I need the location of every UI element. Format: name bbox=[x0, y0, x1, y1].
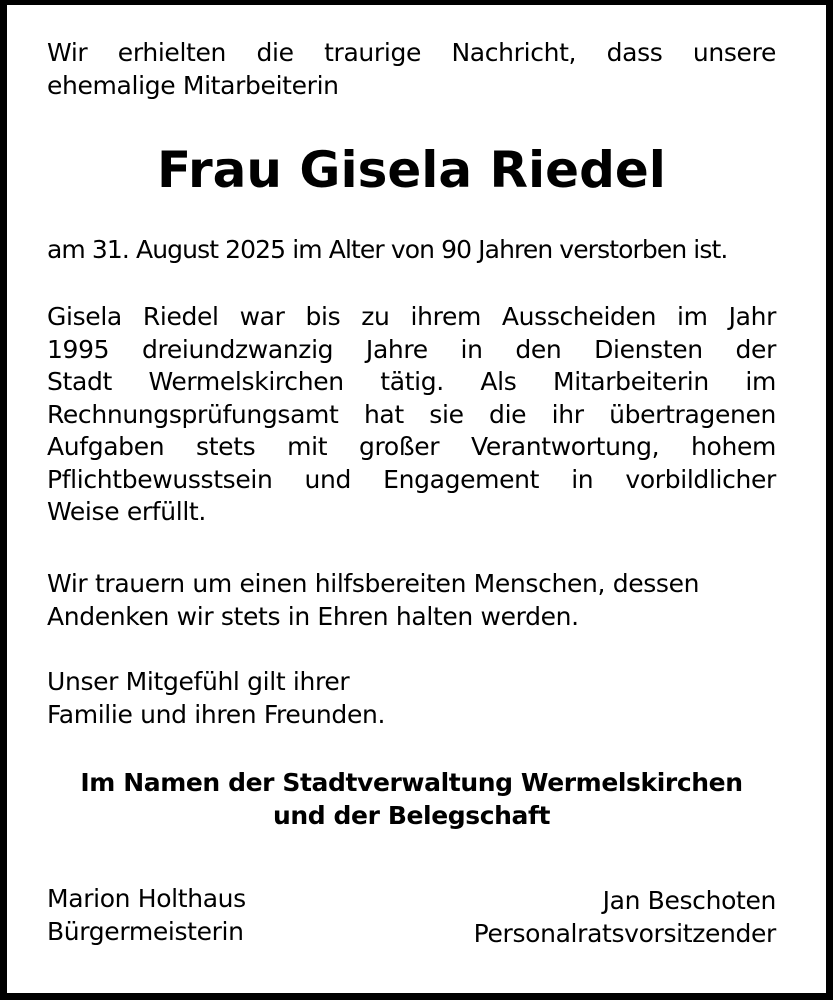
mourning-line-2: Andenken wir stets in Ehren halten werden. bbox=[47, 601, 579, 631]
condolence-line-1: Unser Mitgefühl gilt ihrer bbox=[47, 667, 350, 696]
signatory-right bbox=[474, 885, 776, 950]
death-line: am 31. August 2025 im Alter von 90 Jahren verstorben ist. bbox=[47, 235, 728, 264]
on-behalf-heading bbox=[47, 766, 776, 832]
biography-line: Pflichtbewusstsein und Engagement in vorbildlicher bbox=[47, 464, 776, 494]
intro-paragraph bbox=[47, 37, 776, 102]
mourning-line-1: Wir trauern um einen hilfsbereiten Menschen, dessen bbox=[47, 569, 700, 598]
biography-line: Stadt Wermelskirchen tätig. Als Mitarbeiterin im bbox=[47, 367, 776, 396]
death-date-line bbox=[47, 234, 776, 267]
signatory-name: Jan Beschoten bbox=[602, 886, 776, 915]
signatory-left bbox=[47, 883, 246, 948]
on-behalf-line-1: Im Namen der Stadtverwaltung Wermelskirchen bbox=[80, 768, 743, 797]
signatory-title: Bürgermeisterin bbox=[47, 916, 244, 946]
mourning-paragraph bbox=[47, 568, 776, 633]
condolence-line-2: Familie und ihren Freunden. bbox=[47, 699, 386, 729]
intro-line-2: ehemalige Mitarbeiterin bbox=[47, 70, 339, 100]
deceased-name: Frau Gisela Riedel bbox=[157, 141, 666, 199]
condolence-paragraph bbox=[47, 666, 776, 731]
signatory-title: Personalratsvorsitzender bbox=[473, 918, 776, 948]
intro-line-1: Wir erhielten die traurige Nachricht, dass unsere bbox=[47, 38, 776, 67]
biography-line: Rechnungsprüfungsamt hat sie die ihr übertragenen bbox=[47, 399, 776, 429]
signatory-name: Marion Holthaus bbox=[47, 884, 246, 913]
on-behalf-line-2: und der Belegschaft bbox=[272, 801, 551, 830]
biography-line: 1995 dreiundzwanzig Jahre in den Diensten der bbox=[47, 334, 776, 364]
biography-line: Aufgaben stets mit großer Verantwortung, hohem bbox=[47, 432, 776, 461]
biography-paragraph bbox=[47, 301, 776, 529]
biography-line: Gisela Riedel war bis zu ihrem Ausscheiden im Jahr bbox=[47, 302, 776, 331]
biography-line: Weise erfüllt. bbox=[47, 497, 206, 526]
